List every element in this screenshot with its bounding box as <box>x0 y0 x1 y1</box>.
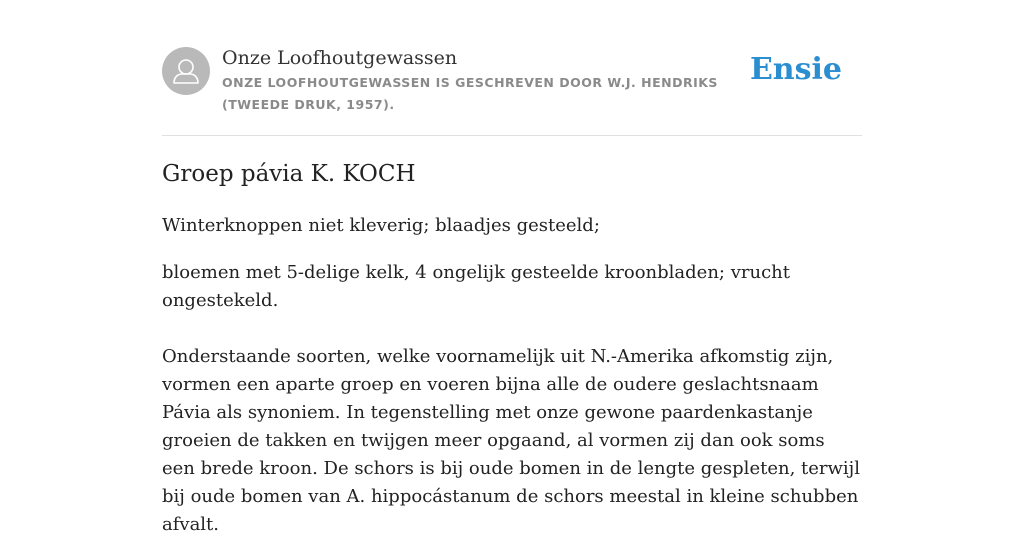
publication-description: ONZE LOOFHOUTGEWASSEN IS GESCHREVEN DOOR W.J. HENDRIKS (TWEEDE DRUK, 1957). <box>222 75 718 112</box>
article-title: Groep pávia K. KOCH <box>162 161 416 187</box>
article-paragraph: Onderstaande soorten, welke voornamelijk uit N.-Amerika afkomstig zijn, vormen een aparte groep en voeren bijna alle de oudere geslachtsnaam Pávia als synoniem. In tegenstelling met onze gewone paardenkastanje groeien de takken en twijgen meer opgaand, al vormen zij dan ook soms een brede kroon. De schors is bij oude bomen in de lengte gespleten, terwijl bij oude bomen van A. hippocástanum de schors meestal in kleine schubben afvalt. <box>162 346 861 535</box>
user-avatar-icon[interactable] <box>162 47 210 95</box>
ensie-logo[interactable]: Ensie <box>749 52 842 87</box>
article-paragraph: bloemen met 5-delige kelk, 4 ongelijk gesteelde kroonbladen; vrucht ongestekeld. <box>162 262 790 311</box>
article-paragraph: Winterknoppen niet kleverig; blaadjes gesteeld; <box>162 215 600 236</box>
header-divider <box>162 135 862 136</box>
publication-title[interactable]: Onze Loofhoutgewassen <box>222 47 458 69</box>
publication-header <box>162 46 862 116</box>
article-body <box>162 212 862 539</box>
